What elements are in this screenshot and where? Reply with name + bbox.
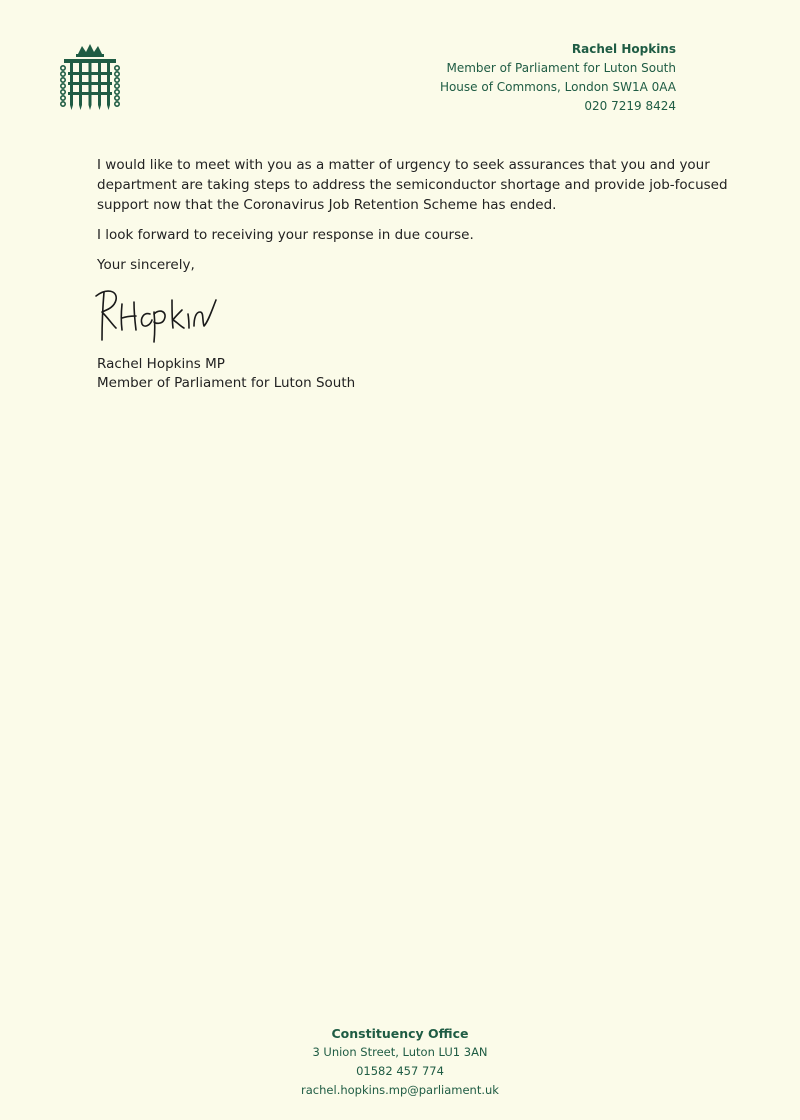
signatory-name: Rachel Hopkins MP <box>97 356 225 372</box>
handwritten-signature <box>92 282 222 346</box>
mp-name: Rachel Hopkins <box>571 42 676 56</box>
footer-title: Constituency Office <box>331 1026 469 1041</box>
constituency-office-footer <box>0 1024 800 1100</box>
mp-role: Member of Parliament for Luton South <box>446 61 676 75</box>
office-phone: 020 7219 8424 <box>584 99 676 113</box>
letterhead <box>440 40 676 116</box>
sign-off <box>97 355 355 393</box>
portcullis-icon <box>58 42 122 114</box>
footer-email: rachel.hopkins.mp@parliament.uk <box>301 1083 499 1097</box>
letter-closing: Your sincerely, <box>97 257 195 273</box>
letter-paragraph: I look forward to receiving your response in due course. <box>97 227 474 243</box>
footer-address: 3 Union Street, Luton LU1 3AN <box>312 1045 488 1059</box>
letter-body <box>97 155 737 285</box>
office-address: House of Commons, London SW1A 0AA <box>439 80 676 94</box>
letter-paragraph: I would like to meet with you as a matter of urgency to seek assurances that you and your department are taking steps to address the semiconductor shortage and provide job-focused support now that the Coronavirus Job Retention Scheme has ended. <box>97 157 728 213</box>
signatory-title: Member of Parliament for Luton South <box>97 375 356 391</box>
footer-phone: 01582 457 774 <box>356 1064 444 1078</box>
